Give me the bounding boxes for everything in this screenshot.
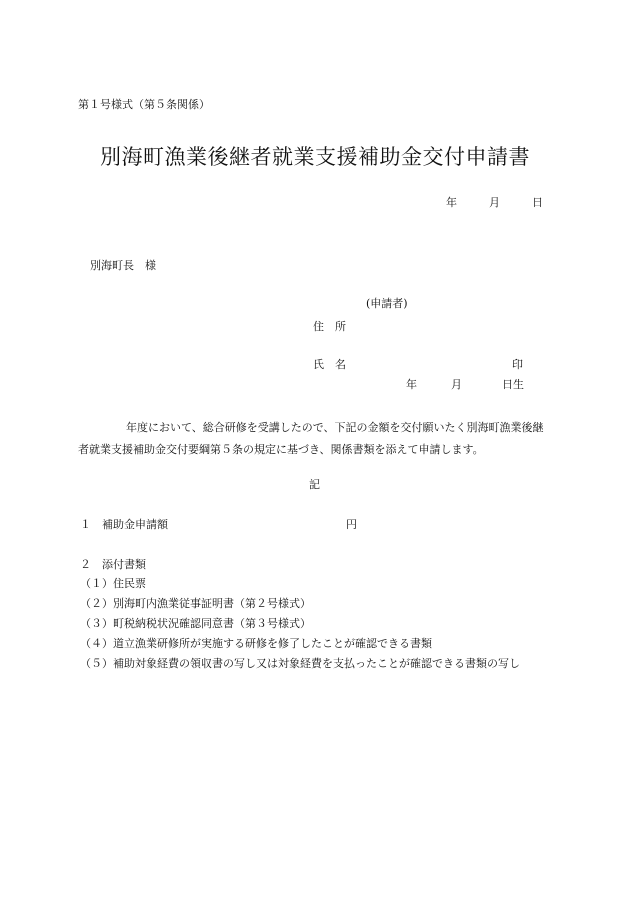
- item-attachments: [80, 558, 146, 572]
- ki-heading: 記: [309, 478, 320, 491]
- birth-month: 月: [451, 378, 462, 391]
- attachment-item: （１）住民票: [80, 577, 146, 590]
- application-body-text: 年度において、総合研修を受講したので、下記の金額を交付願いたく別海町漁業後継者就業支援補助金交付要綱第５条の規定に基づき、関係書類を添えて申請します。: [78, 421, 544, 456]
- attachment-item: （５）補助対象経費の領収書の写し又は対象経費を支払ったことが確認できる書類の写し: [80, 657, 520, 670]
- document-title: 別海町漁業後継者就業支援補助金交付申請書: [100, 145, 530, 169]
- attachment-item: （４）道立漁業研修所が実施する研修を修了したことが確認できる書類: [80, 637, 432, 650]
- item2-label: 添付書類: [102, 558, 146, 571]
- address-label: 住 所: [313, 320, 346, 333]
- addressee: 別海町長 様: [90, 259, 156, 272]
- birth-day: 日生: [502, 378, 524, 391]
- yen-unit: 円: [346, 518, 357, 531]
- applicant-label: (申請者): [366, 297, 408, 310]
- item2-number: ２: [80, 558, 91, 571]
- name-label: 氏 名: [313, 358, 346, 371]
- birth-date-line: [406, 378, 524, 392]
- seal-mark: 印: [512, 358, 523, 371]
- date-month: 月: [489, 196, 500, 209]
- attachment-item: （２）別海町内漁業従事証明書（第２号様式）: [80, 597, 311, 610]
- date-day: 日: [532, 196, 543, 209]
- attachment-item: （３）町税納税状況確認同意書（第３号様式）: [80, 617, 311, 630]
- item1-number: １: [80, 518, 91, 531]
- form-number: 第１号様式（第５条関係）: [78, 98, 210, 111]
- item-subsidy-amount: [80, 518, 168, 532]
- date-line: [446, 196, 543, 210]
- birth-year: 年: [406, 378, 417, 391]
- item1-label: 補助金申請額: [102, 518, 168, 531]
- date-year: 年: [446, 196, 457, 209]
